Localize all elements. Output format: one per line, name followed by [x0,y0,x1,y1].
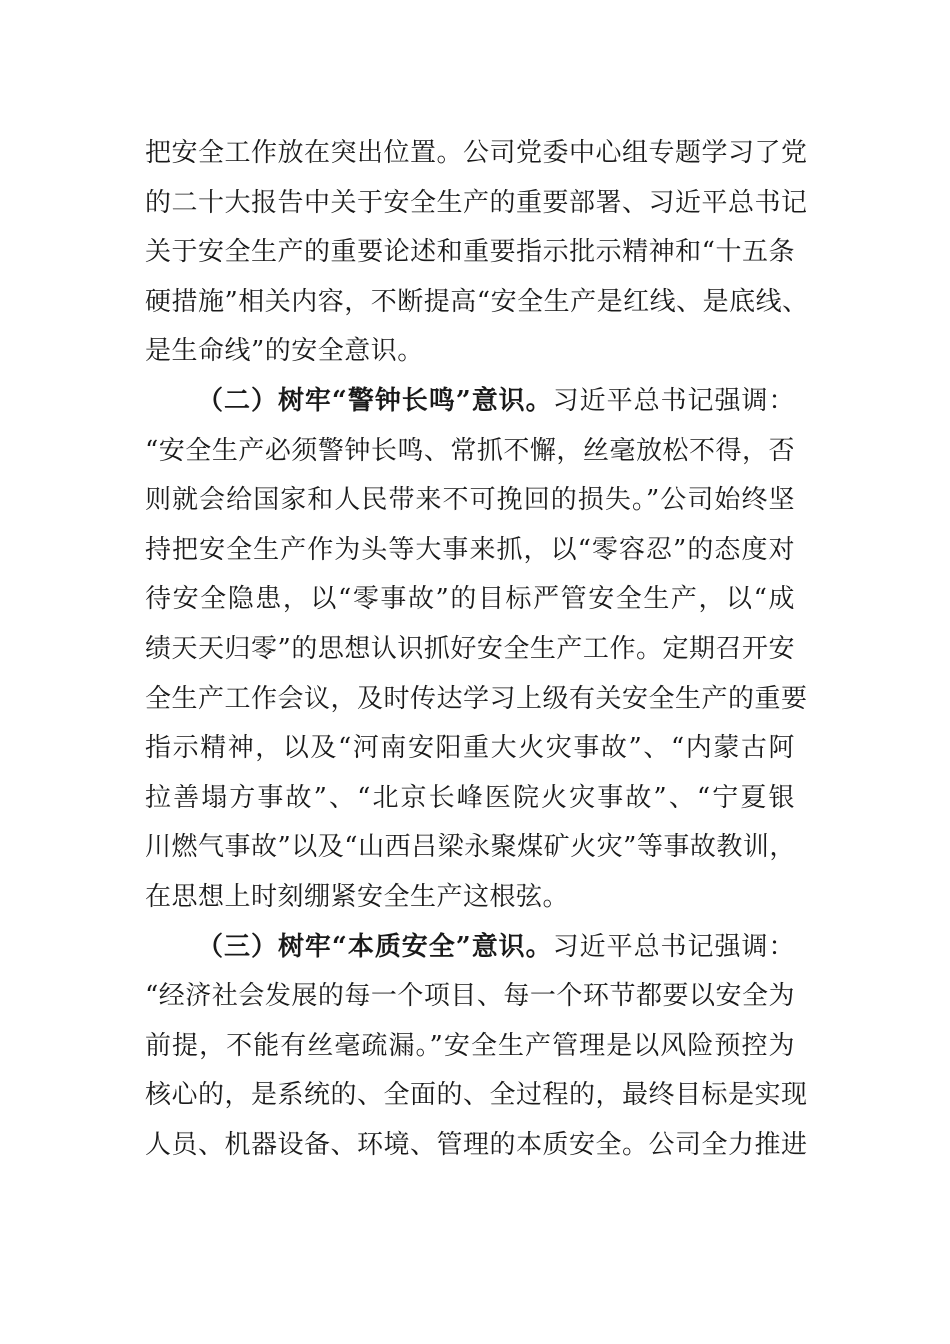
text-line: 拉善塌方事故”、“北京长峰医院火灾事故”、“宁夏银 [145,782,795,813]
section-heading-2-lead: 习近平总书记强调： [552,385,795,416]
text-line: 的二十大报告中关于安全生产的重要部署、习近平总书记 [145,187,808,218]
document-body [145,129,809,1170]
text-line: 前提，不能有丝毫疏漏。”安全生产管理是以风险预控为 [145,1030,795,1061]
section-heading-3-title: （三）树牢“本质安全”意识。 [197,931,553,962]
section-heading-2 [145,377,795,427]
text-line: 持把安全生产作为头等大事来抓，以“零容忍”的态度对 [145,534,795,565]
section-heading-2-title: （二）树牢“警钟长鸣”意识。 [197,385,553,416]
text-line: 关于安全生产的重要论述和重要指示批示精神和“十五条 [145,237,795,268]
text-line: 川燃气事故”以及“山西吕梁永聚煤矿火灾”等事故教训， [145,832,796,863]
text-line: 是生命线”的安全意识。 [145,336,424,367]
section-heading-3 [145,923,795,973]
text-line: 把安全工作放在突出位置。公司党委中心组专题学习了党 [145,138,808,168]
section-heading-3-lead: 习近平总书记强调： [552,931,795,962]
text-line: 硬措施”相关内容，不断提高“安全生产是红线、是底线、 [145,286,809,317]
text-line: 指示精神，以及“河南安阳重大火灾事故”、“内蒙古阿 [145,733,795,764]
text-line: 人员、机器设备、环境、管理的本质安全。公司全力推进 [145,1129,808,1160]
text-line: 核心的，是系统的、全面的、全过程的，最终目标是实现 [145,1080,808,1111]
text-line: 绩天天归零”的思想认识抓好安全生产工作。定期召开安 [145,633,795,664]
text-line: 则就会给国家和人民带来不可挽回的损失。”公司始终坚 [145,485,795,516]
text-line: “安全生产必须警钟长鸣、常抓不懈，丝毫放松不得，否 [145,435,795,466]
text-line: “经济社会发展的每一个项目、每一个环节都要以安全为 [145,981,795,1012]
text-line: 待安全隐患，以“零事故”的目标严管安全生产，以“成 [145,584,795,615]
text-line: 在思想上时刻绷紧安全生产这根弦。 [145,881,570,912]
text-line: 全生产工作会议，及时传达学习上级有关安全生产的重要 [145,683,808,714]
